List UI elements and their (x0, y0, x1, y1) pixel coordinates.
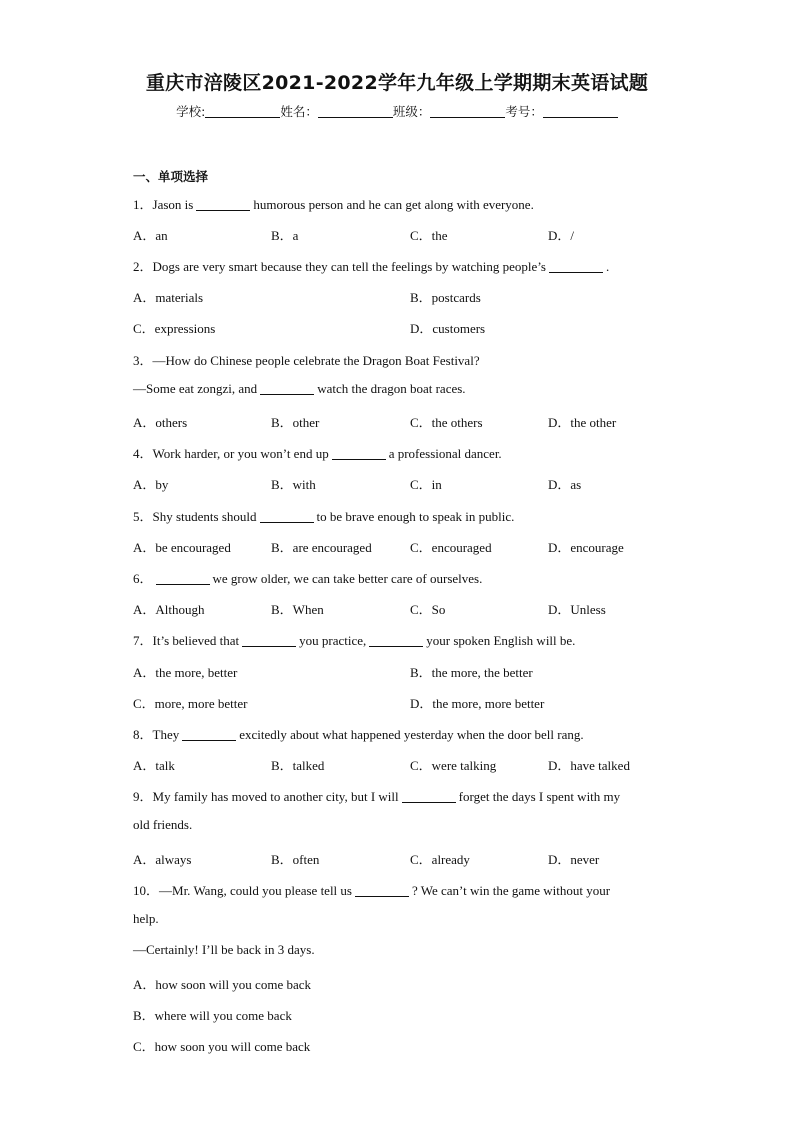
question-text: —Some eat zongzi, and (133, 381, 258, 396)
option-a[interactable]: A．materials (133, 290, 204, 305)
option-d[interactable]: D．encourage (548, 540, 624, 555)
school-blank[interactable] (205, 105, 280, 118)
class-label: 班级： (392, 104, 431, 119)
option-b[interactable]: B．When (271, 602, 324, 617)
option-d[interactable]: D．/ (548, 228, 575, 243)
option-d[interactable]: D．customers (410, 321, 486, 336)
question-3 (133, 350, 480, 369)
option-b[interactable]: B．often (271, 852, 320, 867)
answer-blank[interactable] (332, 448, 386, 460)
name-blank[interactable] (318, 105, 393, 118)
question-text: It’s believed that (152, 633, 240, 648)
answer-blank[interactable] (156, 573, 210, 585)
question-6 (133, 568, 482, 587)
question-10 (133, 880, 610, 899)
option-d[interactable]: D．never (548, 852, 600, 867)
question-8 (133, 724, 584, 743)
question-text: Work harder, or you won’t end up (152, 446, 329, 461)
option-a[interactable]: A．be encouraged (133, 540, 231, 555)
question-text: to be brave enough to speak in public. (316, 509, 515, 524)
option-d[interactable]: D．Unless (548, 602, 606, 617)
question-text: forget the days I spent with my (458, 789, 621, 804)
question-10-line-3: —Certainly! I’ll be back in 3 days. (133, 942, 315, 957)
question-number: 5． (133, 509, 153, 524)
option-d[interactable]: D．have talked (548, 758, 630, 773)
option-c[interactable]: C．the others (410, 415, 483, 430)
option-c[interactable]: C．more, more better (133, 696, 248, 711)
answer-blank[interactable] (260, 383, 314, 395)
answer-blank[interactable] (549, 261, 603, 273)
name-label: 姓名： (280, 104, 318, 119)
question-number: 3． (133, 353, 153, 368)
option-b[interactable]: B．where will you come back (133, 1008, 292, 1023)
option-a[interactable]: A．Although (133, 602, 205, 617)
option-c[interactable]: C．already (410, 852, 470, 867)
question-text: a professional dancer. (388, 446, 502, 461)
question-text: watch the dragon boat races. (317, 381, 466, 396)
option-b[interactable]: B．a (271, 228, 299, 243)
question-9-line-2: old friends. (133, 817, 193, 832)
question-3-line-2 (133, 381, 466, 397)
question-9 (133, 786, 620, 805)
answer-blank[interactable] (182, 729, 236, 741)
answer-blank[interactable] (196, 199, 250, 211)
exam-number-label: 考号： (505, 104, 543, 119)
option-b[interactable]: B．postcards (410, 290, 481, 305)
section-title: 一、单项选择 (133, 169, 209, 184)
option-d[interactable]: D．as (548, 477, 582, 492)
question-number: 7． (133, 633, 153, 648)
option-b[interactable]: B．talked (271, 758, 325, 773)
option-a[interactable]: A．how soon will you come back (133, 977, 312, 992)
question-text: —Mr. Wang, could you please tell us (159, 883, 352, 898)
question-number: 4． (133, 446, 153, 461)
option-a[interactable]: A．always (133, 852, 192, 867)
question-number: 6． (133, 571, 153, 586)
question-2 (133, 256, 609, 275)
answer-blank[interactable] (402, 791, 456, 803)
question-5 (133, 506, 514, 525)
class-blank[interactable] (430, 105, 505, 118)
option-b[interactable]: B．are encouraged (271, 540, 372, 555)
question-text: Shy students should (152, 509, 257, 524)
option-c[interactable]: C．how soon you will come back (133, 1039, 311, 1054)
option-c[interactable]: C．So (410, 602, 446, 617)
option-a[interactable]: A．talk (133, 758, 175, 773)
question-4 (133, 443, 502, 462)
question-text: Jason is (152, 197, 194, 212)
option-c[interactable]: C．the (410, 228, 448, 243)
question-text: you practice, (299, 633, 367, 648)
option-d[interactable]: D．the other (548, 415, 617, 430)
student-info-line (0, 102, 794, 120)
school-label: 学校: (176, 104, 206, 119)
answer-blank[interactable] (260, 511, 314, 523)
option-b[interactable]: B．with (271, 477, 316, 492)
option-a[interactable]: A．by (133, 477, 169, 492)
question-text: your spoken English will be. (426, 633, 576, 648)
answer-blank[interactable] (369, 635, 423, 647)
question-text: we grow older, we can take better care of ourselves. (212, 571, 483, 586)
question-text: My family has moved to another city, but I will (152, 789, 399, 804)
question-text: Dogs are very smart because they can tell the feelings by watching people’s (152, 259, 546, 274)
question-text: ? We can’t win the game without your (411, 883, 611, 898)
question-text: excitedly about what happened yesterday when the door bell rang. (239, 727, 584, 742)
option-a[interactable]: A．the more, better (133, 665, 238, 680)
option-c[interactable]: C．expressions (133, 321, 216, 336)
question-number: 2． (133, 259, 153, 274)
option-a[interactable]: A．others (133, 415, 188, 430)
answer-blank[interactable] (355, 885, 409, 897)
question-7 (133, 630, 575, 649)
question-text: —How do Chinese people celebrate the Dragon Boat Festival? (152, 353, 480, 368)
option-c[interactable]: C．in (410, 477, 442, 492)
option-d[interactable]: D．the more, more better (410, 696, 545, 711)
question-number: 8． (133, 727, 153, 742)
option-c[interactable]: C．encouraged (410, 540, 492, 555)
page-title: 重庆市涪陵区2021-2022学年九年级上学期期末英语试题 (145, 72, 649, 94)
question-text: They (152, 727, 180, 742)
question-10-line-2: help. (133, 911, 159, 926)
question-number: 9． (133, 789, 153, 804)
question-number: 1． (133, 197, 153, 212)
option-c[interactable]: C．were talking (410, 758, 497, 773)
answer-blank[interactable] (242, 635, 296, 647)
option-a[interactable]: A．an (133, 228, 168, 243)
question-number: 10． (133, 883, 160, 898)
option-b[interactable]: B．other (271, 415, 320, 430)
option-b[interactable]: B．the more, the better (410, 665, 533, 680)
question-text: . (606, 259, 610, 274)
exam-number-blank[interactable] (543, 105, 618, 118)
question-text: humorous person and he can get along with everyone. (253, 197, 534, 212)
question-1 (133, 194, 534, 213)
